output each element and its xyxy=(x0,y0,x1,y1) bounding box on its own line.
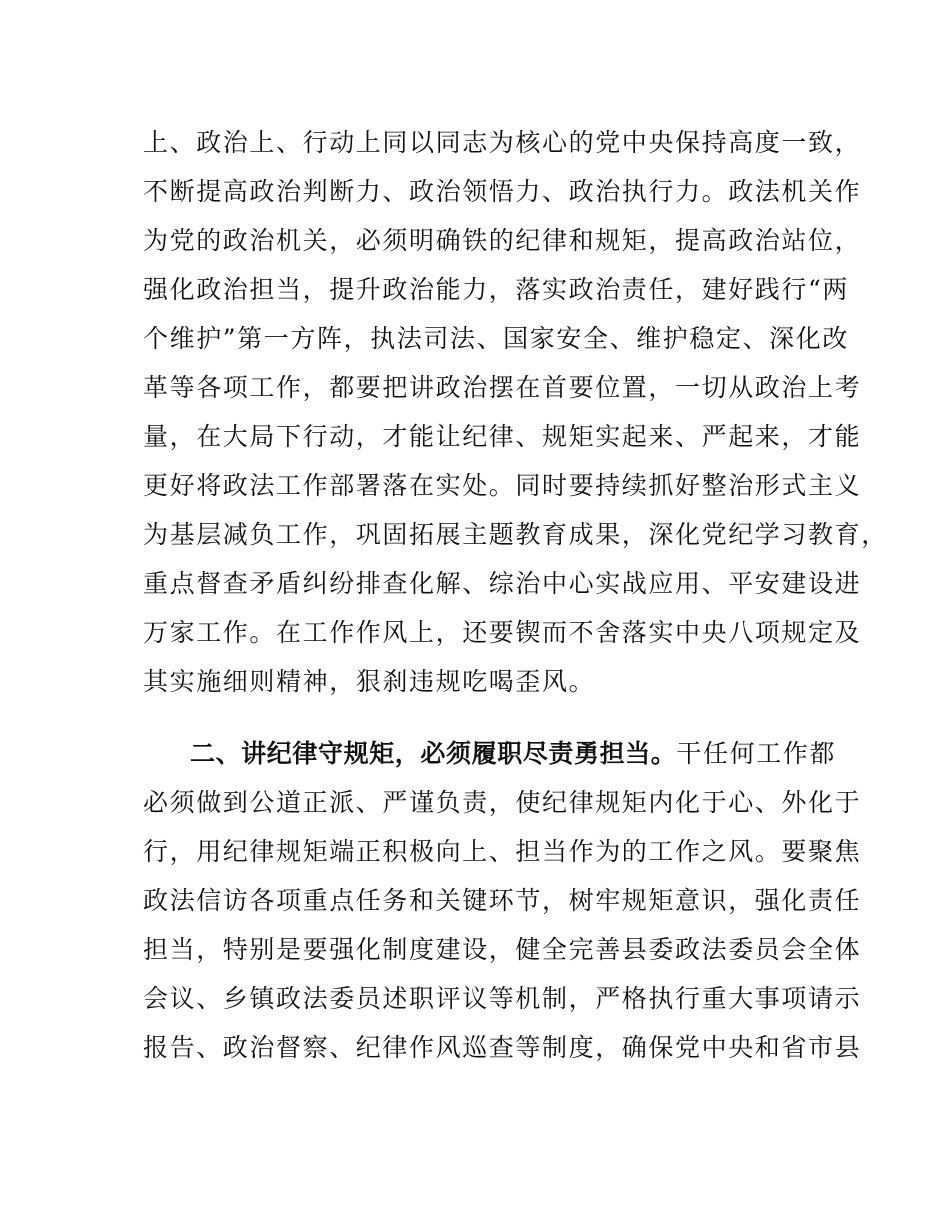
body-text-line: 更好将政法工作部署落在实处。同时要持续抓好整治形式主义 xyxy=(143,471,862,500)
paragraph-heading-line xyxy=(190,734,836,774)
body-text-line: 担当，特别是要强化制度建设，健全完善县委政法委员会全体 xyxy=(143,935,862,964)
body-text: 干任何工作都 xyxy=(676,739,837,768)
body-text-line: 量，在大局下行动，才能让纪律、规矩实起来、严起来，才能 xyxy=(143,422,862,451)
body-text-line: 个维护”第一方阵，执法司法、国家安全、维护稳定、深化改 xyxy=(143,324,849,353)
body-text-line: 革等各项工作，都要把讲政治摆在首要位置，一切从政治上考 xyxy=(143,373,862,402)
body-text-line: 不断提高政治判断力、政治领悟力、政治执行力。政法机关作 xyxy=(143,177,862,206)
body-text-line: 会议、乡镇政法委员述职评议等机制，严格执行重大事项请示 xyxy=(143,984,862,1013)
body-text-line: 报告、政治督察、纪律作风巡查等制度，确保党中央和省市县 xyxy=(143,1033,862,1062)
body-text-line: 其实施细则精神，狠刹违规吃喝歪风。 xyxy=(143,667,596,696)
body-text-line: 行，用纪律规矩端正积极向上、担当作为的工作之风。要聚焦 xyxy=(143,837,862,866)
body-text-line: 为基层减负工作，巩固拓展主题教育成果，深化党纪学习教育， xyxy=(143,520,888,549)
body-text-line: 必须做到公道正派、严谨负责，使纪律规矩内化于心、外化于 xyxy=(143,788,862,817)
section-heading: 二、讲纪律守规矩，必须履职尽责勇担当。 xyxy=(190,739,677,768)
body-text-line: 万家工作。在工作作风上，还要锲而不舍落实中央八项规定及 xyxy=(143,618,862,647)
body-text-line: 上、政治上、行动上同以同志为核心的党中央保持高度一致， xyxy=(143,128,862,157)
body-text-line: 政法信访各项重点任务和关键环节，树牢规矩意识，强化责任 xyxy=(143,886,862,915)
body-text-line: 重点督查矛盾纠纷排查化解、综治中心实战应用、平安建设进 xyxy=(143,569,862,598)
body-text-line: 强化政治担当，提升政治能力，落实政治责任，建好践行“两 xyxy=(143,275,849,304)
body-text-line: 为党的政治机关，必须明确铁的纪律和规矩，提高政治站位， xyxy=(143,226,862,255)
